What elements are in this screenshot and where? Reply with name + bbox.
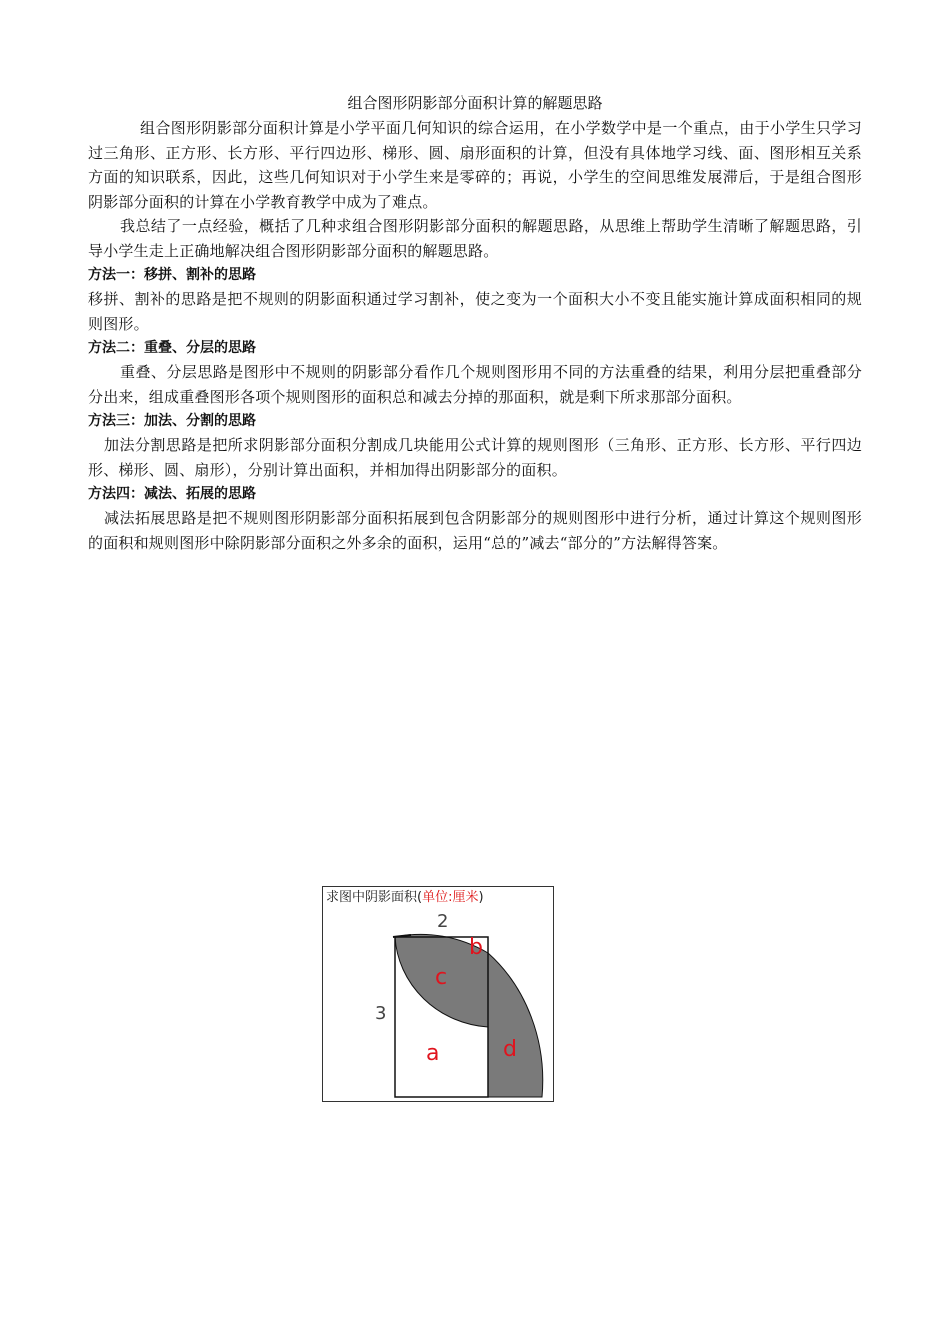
caption-unit: 单位:厘米 [422,890,479,905]
method-2-heading: 方法二：重叠、分层的思路 [88,340,256,356]
intro-paragraph-1: 组合图形阴影部分面积计算是小学平面几何知识的综合运用，在小学数学中是一个重点，由于小学生只学习过三角形、正方形、长方形、平行四边形、梯形、圆、扇形面积的计算，但没有具体地学习线、面、图形相互关系方面的知识联系，因此，这些几何知识对于小学生来是零碎的；再说，小学生的空间思维发展滞后，于是组合图形阴影部分面积的计算在小学教育教学中成为了难点。 [88,119,862,211]
method-4-heading: 方法四：减法、拓展的思路 [88,486,256,502]
geometry-figure [322,886,554,1102]
label-d: d [503,1037,517,1062]
method-4-text: 减法拓展思路是把不规则图形阴影部分面积拓展到包含阴影部分的规则图形中进行分析，通过计算这个规则图形的面积和规则图形中除阴影部分面积之外多余的面积，运用“总的”减去“部分的”方法解得答案。 [88,509,862,552]
document-body [88,92,862,555]
label-c: c [435,965,448,990]
label-a: a [426,1041,440,1066]
caption-suffix: ) [478,890,484,905]
figure-caption [326,890,484,906]
method-1-text: 移拼、割补的思路是把不规则的阴影面积通过学习割补，使之变为一个面积大小不变且能实施计算成面积相同的规则图形。 [88,290,862,333]
caption-prefix: 求图中阴影面积( [326,890,423,905]
intro-paragraph-2: 我总结了一点经验，概括了几种求组合图形阴影部分面积的解题思路，从思维上帮助学生清晰了解题思路，引导小学生走上正确地解决组合图形阴影部分面积的解题思路。 [88,217,862,260]
method-1-heading: 方法一：移拼、割补的思路 [88,267,256,283]
document-title: 组合图形阴影部分面积计算的解题思路 [347,94,603,112]
method-3-text: 加法分割思路是把所求阴影部分面积分割成几块能用公式计算的规则图形（三角形、正方形、长方形、平行四边形、梯形、圆、扇形），分别计算出面积，并相加得出阴影部分的面积。 [88,436,862,479]
method-3-heading: 方法三：加法、分割的思路 [88,413,256,429]
shaded-region-d [488,953,543,1097]
dimension-left-label: 3 [375,1003,387,1024]
method-2-text: 重叠、分层思路是图形中不规则的阴影部分看作几个规则图形用不同的方法重叠的结果，利用分层把重叠部分分出来，组成重叠图形各项个规则图形的面积总和减去分掉的那面积，就是剩下所求那部分面积。 [88,363,862,406]
dimension-top-label: 2 [437,911,449,932]
label-b: b [469,935,483,960]
